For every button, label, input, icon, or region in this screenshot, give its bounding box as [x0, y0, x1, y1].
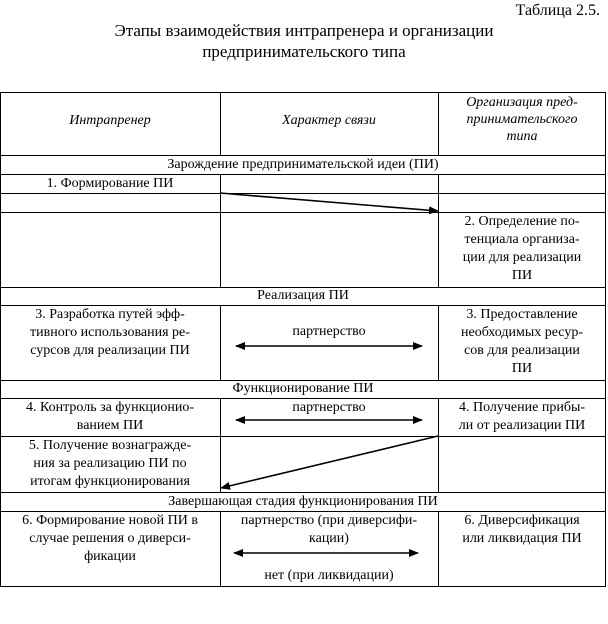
cell-line: 6. Диверсификация — [464, 513, 580, 528]
cell-step-1: 1. Формирование ПИ — [46, 176, 174, 191]
cell-line: ли от реализации ПИ — [458, 418, 586, 433]
table-number: Таблица 2.5. — [515, 2, 600, 19]
cell-step-6-link-partnership — [220, 512, 438, 548]
cell-line: или ликвидация ПИ — [462, 531, 582, 546]
cell-step-6-link-none: нет (при ликвидации) — [264, 568, 394, 583]
cell-line: тенциала организа- — [464, 232, 580, 247]
table-title-line: предпринимательского типа — [202, 42, 406, 61]
cell-step-3-intrapreneur — [0, 306, 220, 360]
cell-step-4-intrapreneur — [0, 399, 220, 435]
cell-line: случае решения о диверси- — [29, 531, 191, 546]
cell-line: сурсов для реализации ПИ — [30, 343, 190, 358]
cell-step-5-intrapreneur — [0, 437, 220, 491]
cell-step-4-organization — [438, 399, 606, 435]
cell-line: 6. Формирование новой ПИ в — [22, 513, 198, 528]
cell-line: ванием ПИ — [76, 418, 144, 433]
cell-line: ции для реализации — [462, 250, 582, 265]
header-organization-line: Организация пред- — [466, 95, 578, 110]
cell-step-2 — [438, 213, 606, 285]
cell-step-6-intrapreneur — [0, 512, 220, 566]
header-organization-line: принимательского — [466, 112, 578, 127]
cell-line: ния за реализацию ПИ по — [33, 456, 187, 471]
cell-line: 3. Разработка путей эфф- — [35, 307, 185, 322]
cell-line: 2. Определение по- — [464, 214, 580, 229]
cell-step-4-link: партнерство — [292, 400, 366, 415]
section-final-stage: Завершающая стадия функционирования ПИ — [168, 494, 438, 509]
cell-step-6-organization — [438, 512, 606, 548]
cell-line: ПИ — [511, 361, 533, 376]
cell-line: 4. Контроль за функционио- — [26, 400, 194, 415]
cell-line: 4. Получение прибы- — [458, 400, 586, 415]
cell-line: тивного использования ре- — [30, 325, 190, 340]
flow-arrow-4-to-5 — [221, 436, 438, 488]
cell-line: 3. Предоставление — [466, 307, 578, 322]
cell-line: сов для реализации — [464, 343, 580, 358]
section-functioning: Функционирование ПИ — [232, 381, 374, 396]
cell-step-3-link: партнерство — [292, 324, 366, 339]
section-idea-origin: Зарождение предпринимательской идеи (ПИ) — [167, 157, 439, 172]
section-implementation: Реализация ПИ — [257, 288, 349, 303]
table-title-line: Этапы взаимодействия интрапренера и организации — [114, 21, 494, 40]
cell-line: итогам функционирования — [30, 474, 190, 489]
cell-line: партнерство (при диверсифи- — [240, 513, 418, 528]
header-organization-line: типа — [506, 129, 538, 144]
cell-step-3-organization — [438, 306, 606, 378]
cell-line: необходимых ресур- — [461, 325, 583, 340]
cell-line: 5. Получение вознагражде- — [28, 438, 192, 453]
header-intrapreneur: Интрапренер — [69, 113, 151, 128]
cell-line: фикации — [84, 549, 136, 564]
header-organization — [438, 94, 606, 145]
header-link-type: Характер связи — [282, 113, 376, 128]
cell-line: ПИ — [511, 268, 533, 283]
cell-line: кации) — [309, 531, 349, 546]
flow-arrow-1-to-2 — [220, 193, 438, 211]
